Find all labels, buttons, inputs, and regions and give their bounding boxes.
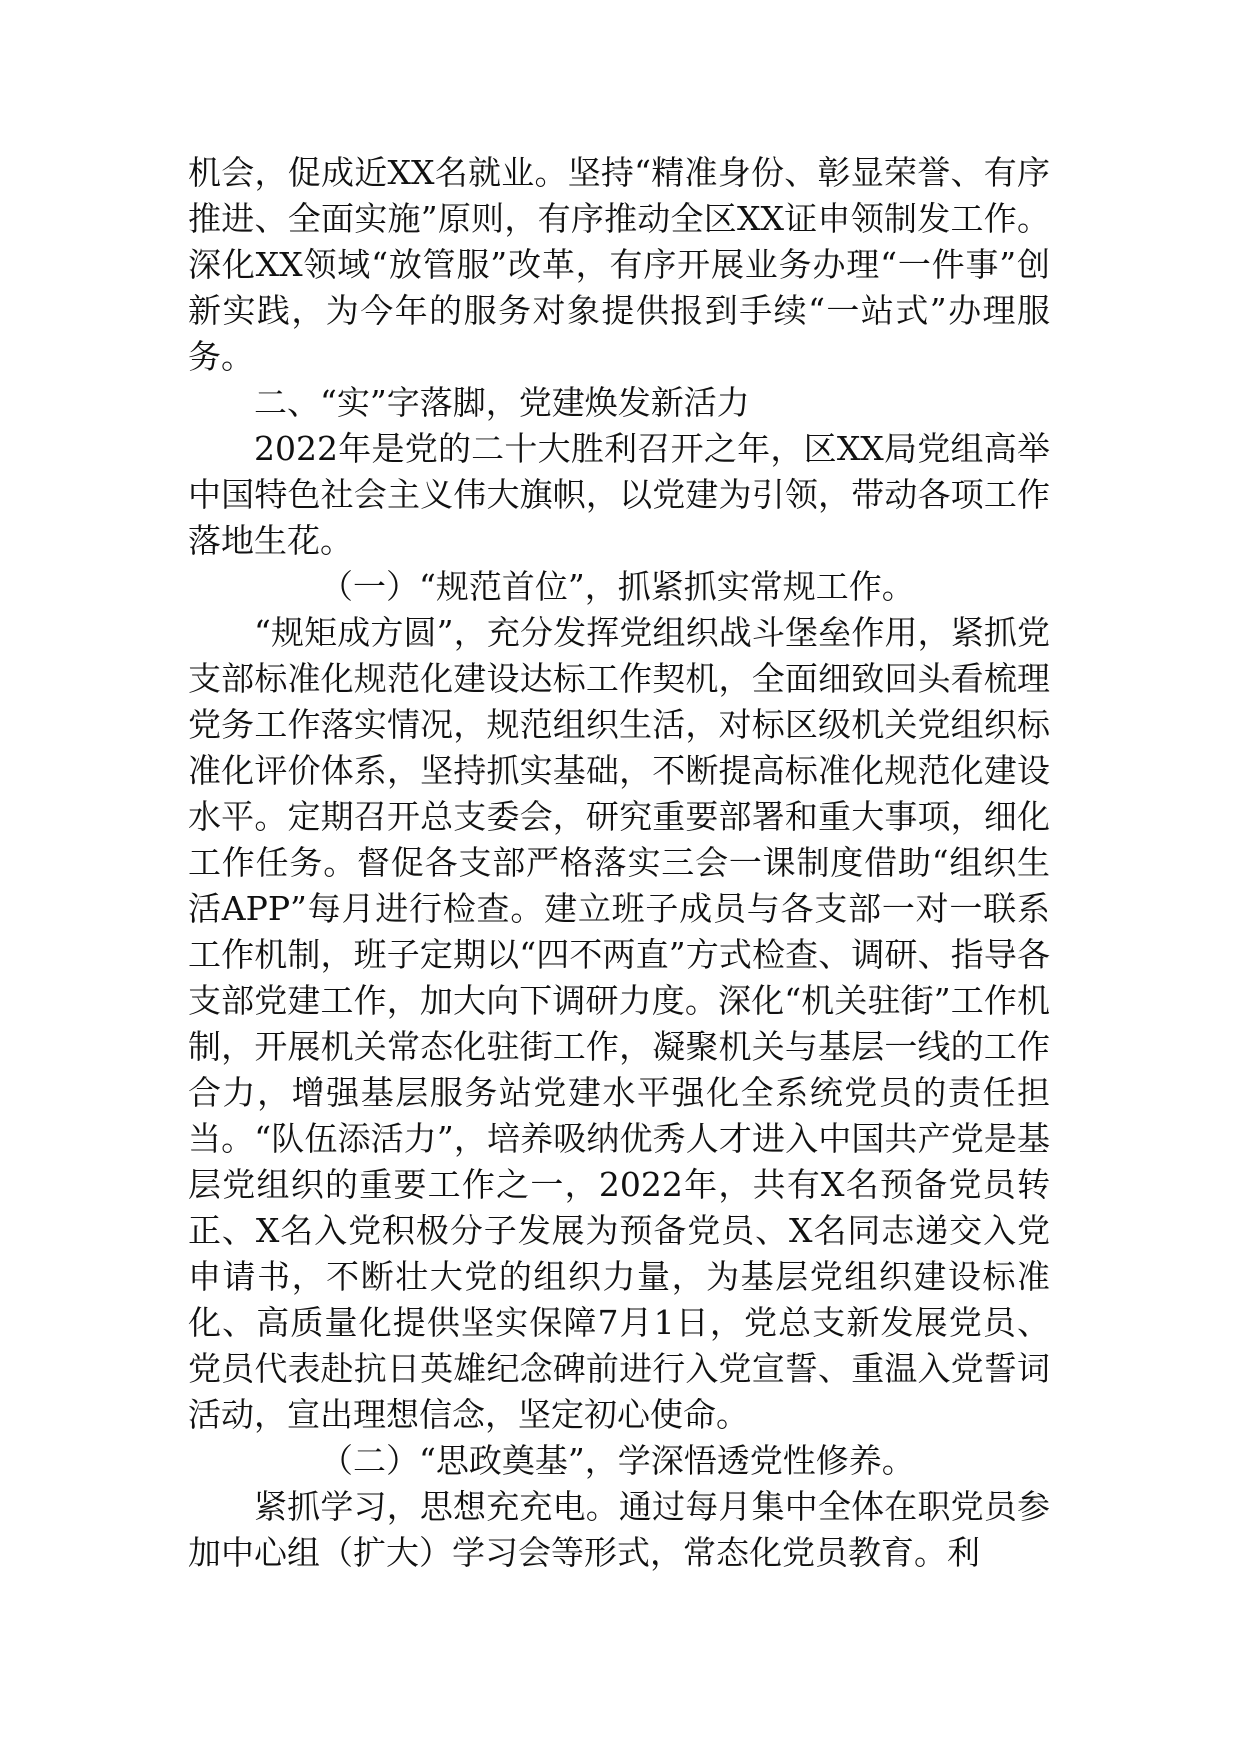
document-body [188,150,1050,1576]
paragraph-intro: 2022年是党的二十大胜利召开之年，区XX局党组高举中国特色社会主义伟大旗帜，以党建为引领，带动各项工作落地生花。 [188,429,1050,560]
subheading-two: （二）“思政奠基”，学深悟透党性修养。 [320,1441,915,1480]
subheading-one: （一）“规范首位”，抓紧抓实常规工作。 [320,567,915,606]
paragraph-standardization: “规矩成方圆”，充分发挥党组织战斗堡垒作用，紧抓党支部标准化规范化建设达标工作契机，全面细致回头看梳理党务工作落实情况，规范组织生活，对标区级机关党组织标准化评价体系，坚持抓实基础，不断提高标准化规范化建设水平。定期召开总支委会，研究重要部署和重大事项，细化工作任务。督促各支部严格落实三会一课制度借助“组织生活APP”每月进行检查。建立班子成员与各支部一对一联系工作机制，班子定期以“四不两直”方式检查、调研、指导各支部党建工作，加大向下调研力度。深化“机关驻街”工作机制，开展机关常态化驻街工作，凝聚机关与基层一线的工作合力，增强基层服务站党建水平强化全系统党员的责任担当。“队伍添活力”，培养吸纳优秀人才进入中国共产党是基层党组织的重要工作之一，2022年，共有X名预备党员转正、X名入党积极分子发展为预备党员、X名同志递交入党申请书，不断壮大党的组织力量，为基层党组织建设标准化、高质量化提供坚实保障7月1日，党总支新发展党员、党员代表赴抗日英雄纪念碑前进行入党宣誓、重温入党誓词活动，宣出理想信念，坚定初心使命。 [188,613,1050,1434]
paragraph-study: 紧抓学习，思想充充电。通过每月集中全体在职党员参加中心组（扩大）学习会等形式，常态化党员教育。利 [188,1487,1050,1572]
paragraph-continuation: 机会，促成近XX名就业。坚持“精准身份、彰显荣誉、有序推进、全面实施”原则，有序推动全区XX证申领制发工作。深化XX领域“放管服”改革，有序开展业务办理“一件事”创新实践，为今年的服务对象提供报到手续“一站式”办理服务。 [188,153,1050,376]
section-heading: 二、“实”字落脚，党建焕发新活力 [254,383,750,422]
